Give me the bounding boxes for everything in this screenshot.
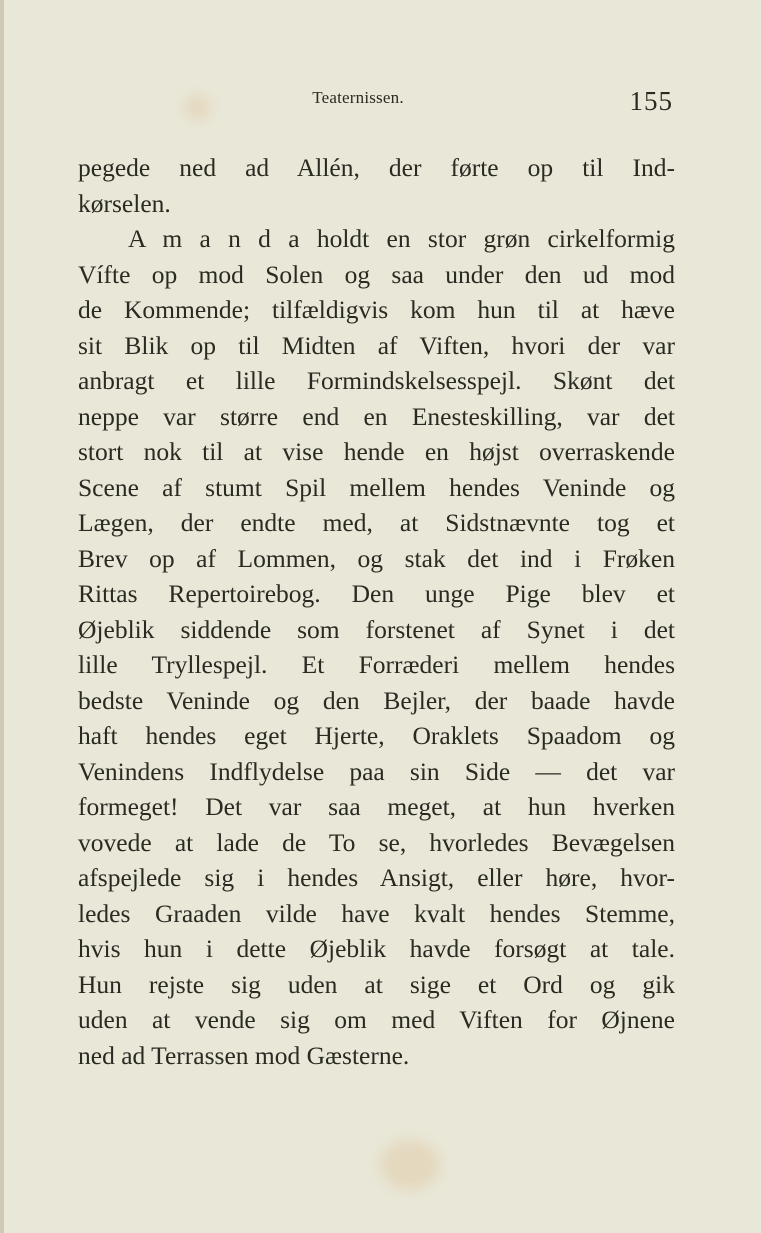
page-edge bbox=[0, 0, 4, 1233]
paper-stain bbox=[380, 1140, 440, 1190]
page-number: 155 bbox=[629, 86, 673, 116]
body-text bbox=[78, 150, 675, 1073]
text-line: Vífte op mod Solen og saa under den ud mod bbox=[78, 259, 675, 289]
text-line: Øjeblik siddende som forstenet af Synet i det bbox=[78, 614, 675, 644]
text-line: sit Blik op til Midten af Viften, hvori der var bbox=[78, 330, 675, 360]
text-line: Hun rejste sig uden at sige et Ord og gik bbox=[78, 969, 675, 999]
text-line: vovede at lade de To se, hvorledes Bevægelsen bbox=[78, 827, 675, 857]
text-line: kørselen. bbox=[78, 188, 171, 218]
text-line: lille Tryllespejl. Et Forræderi mellem hendes bbox=[78, 650, 675, 679]
running-title: Teaternissen. bbox=[312, 88, 404, 107]
text-line: Rittas Repertoirebog. Den unge Pige blev et bbox=[78, 579, 675, 608]
text-line: pegede ned ad Allén, der førte op til Ind- bbox=[78, 153, 675, 182]
text-line: Venindens Indflydelse paa sin Side — det var bbox=[78, 756, 675, 786]
text-line: bedste Veninde og den Bejler, der baade havde bbox=[78, 685, 675, 715]
text-line: A m a n d a holdt en stor grøn cirkelformig bbox=[128, 224, 675, 253]
text-line: Lægen, der endte med, at Sidstnævnte tog et bbox=[78, 508, 675, 537]
text-line: Scene af stumt Spil mellem hendes Veninde og bbox=[78, 472, 675, 502]
text-line: ned ad Terrassen mod Gæsterne. bbox=[78, 1040, 410, 1070]
text-line: uden at vende sig om med Viften for Øjnene bbox=[78, 1005, 675, 1034]
text-line: anbragt et lille Formindskelsesspejl. Skønt det bbox=[78, 366, 675, 395]
text-line: de Kommende; tilfældigvis kom hun til at hæve bbox=[78, 295, 675, 324]
text-line: neppe var større end en Enesteskilling, var det bbox=[78, 401, 675, 431]
text-line: formeget! Det var saa meget, at hun hverken bbox=[78, 792, 675, 821]
text-line: Brev op af Lommen, og stak det ind i Frøken bbox=[78, 543, 675, 573]
text-line: ledes Graaden vilde have kvalt hendes Stemme, bbox=[78, 898, 675, 928]
text-line: hvis hun i dette Øjeblik havde forsøgt at tale. bbox=[78, 934, 675, 963]
page-header bbox=[78, 88, 675, 118]
text-line: afspejlede sig i hendes Ansigt, eller høre, hvor- bbox=[78, 863, 675, 892]
text-line: stort nok til at vise hende en højst overraskende bbox=[78, 437, 675, 466]
text-line: haft hendes eget Hjerte, Oraklets Spaadom og bbox=[78, 721, 675, 750]
